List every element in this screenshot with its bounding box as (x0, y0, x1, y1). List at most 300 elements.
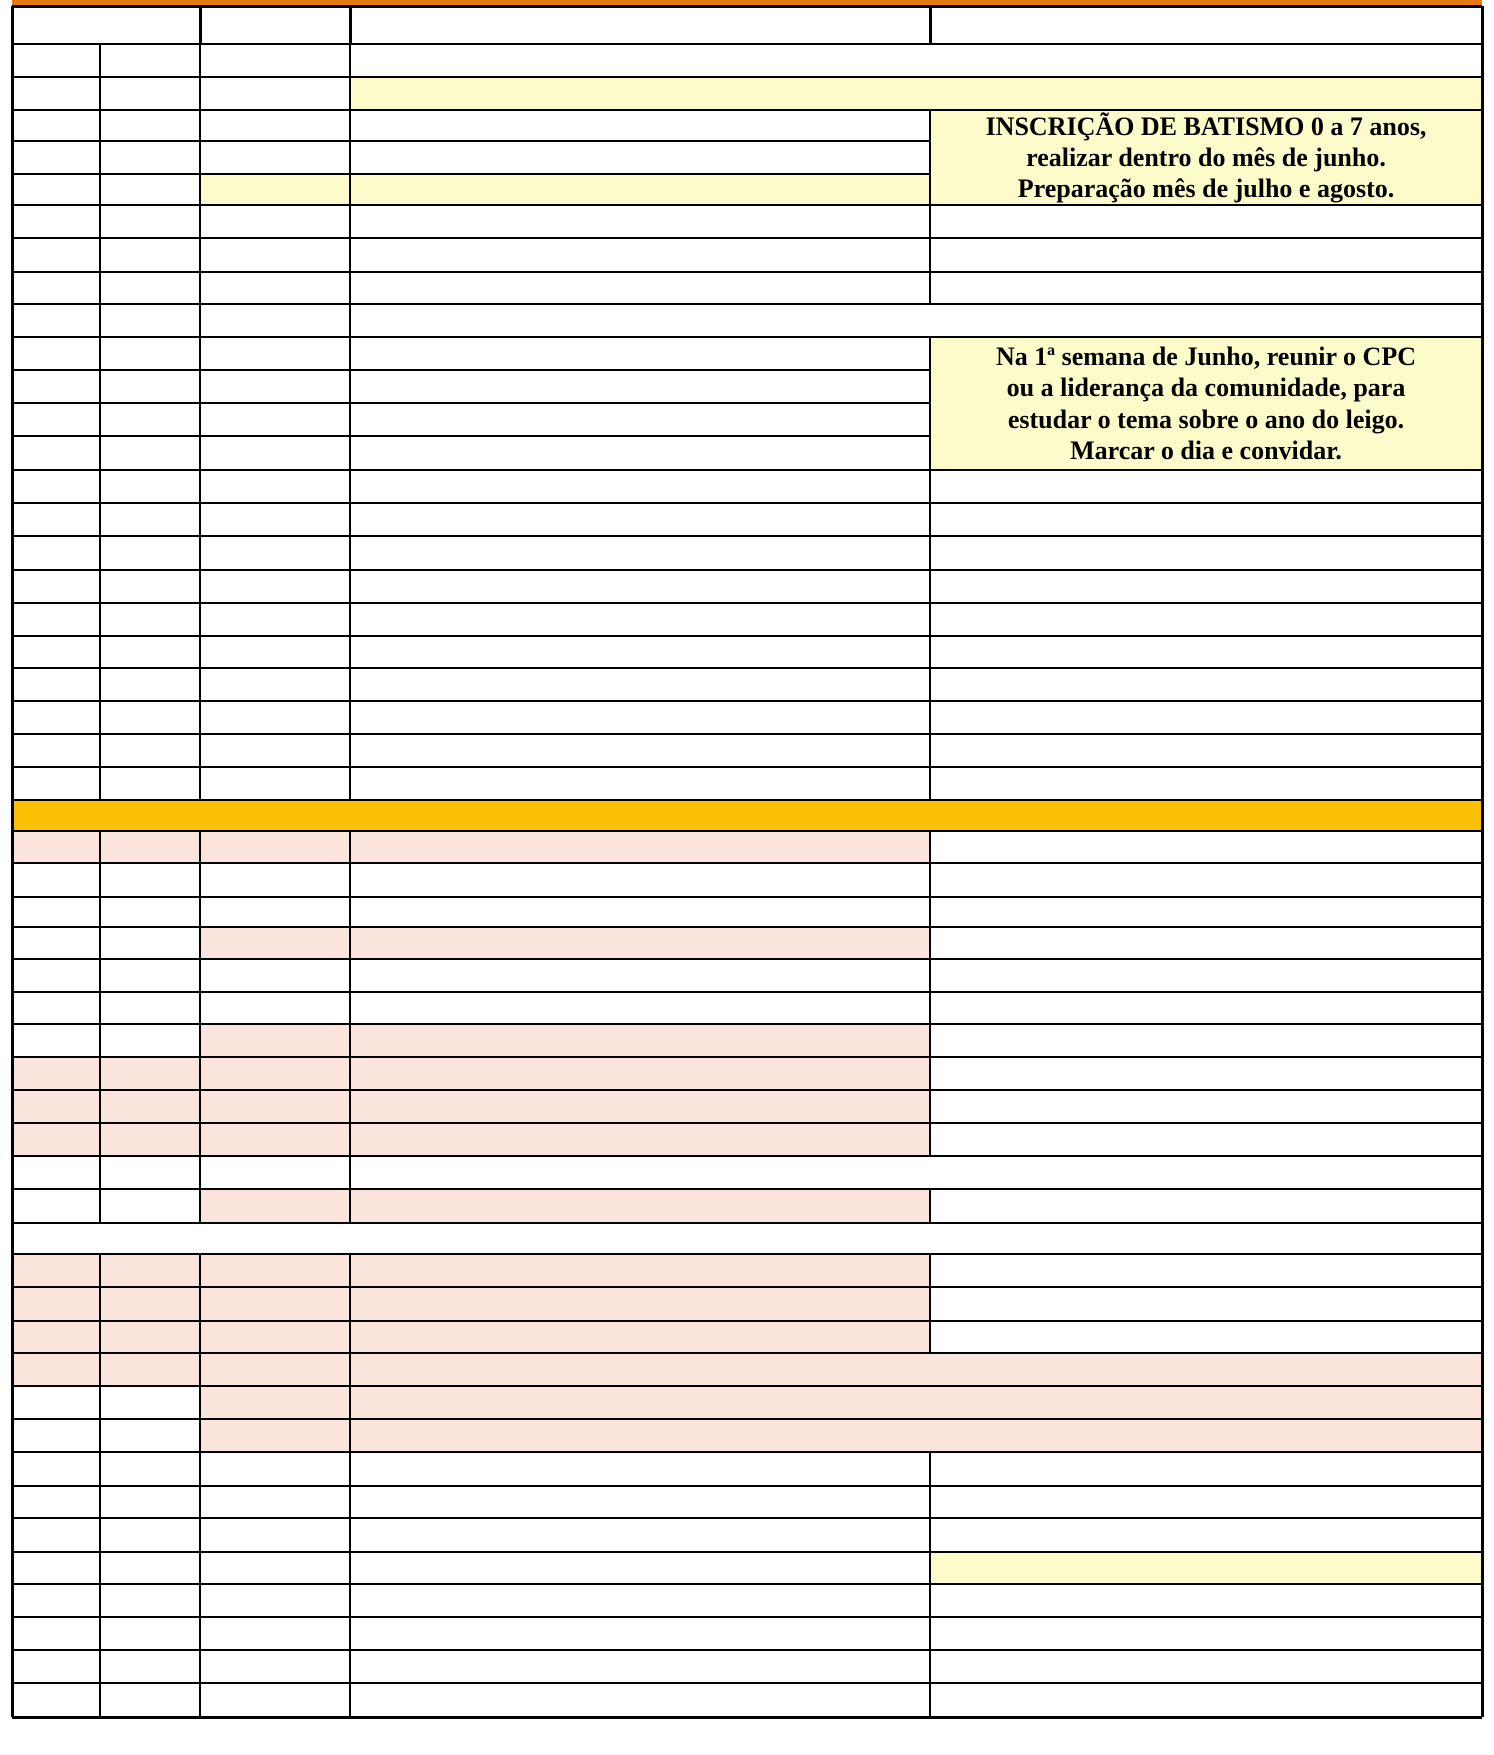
grid-line (349, 1254, 351, 1287)
weekday (100, 304, 200, 337)
grid-line (99, 1123, 101, 1156)
grid-line (349, 1123, 351, 1156)
grid-line (199, 1287, 201, 1321)
note-ecc (930, 1552, 1482, 1584)
grid-line (99, 831, 101, 863)
grid-line (12, 336, 1482, 338)
grid-line (929, 536, 931, 570)
grid-line (199, 992, 201, 1024)
grid-line (12, 733, 1482, 735)
day-number (12, 1156, 100, 1189)
grid-line (929, 436, 931, 470)
grid-line (929, 1518, 931, 1552)
grid-line (199, 701, 201, 734)
community-entry (350, 734, 930, 767)
grid-line (199, 403, 201, 436)
grid-line (929, 1617, 931, 1650)
weekday (100, 1518, 200, 1552)
grid-line (349, 1057, 351, 1090)
time (200, 897, 350, 927)
grid-line (99, 1090, 101, 1123)
grid-line (99, 1486, 101, 1518)
day-number (12, 1518, 100, 1552)
grid-line (349, 1486, 351, 1518)
community-entry (350, 1552, 930, 1584)
day-number (12, 1090, 100, 1123)
grid-line (12, 1056, 1482, 1058)
community-entry (350, 668, 930, 701)
grid-line (929, 668, 931, 701)
grid-line (99, 767, 101, 800)
community-entry (350, 701, 930, 734)
community-entry (350, 503, 930, 536)
time (200, 205, 350, 238)
grid-line (12, 1089, 1482, 1091)
grid-line (99, 272, 101, 304)
note-bh-date (930, 1452, 1482, 1486)
day-number (12, 77, 100, 110)
grid-line (349, 1353, 351, 1386)
note-bh-text (930, 1486, 1482, 1518)
grid-line (929, 1683, 931, 1717)
grid-line (12, 469, 1482, 471)
grid-line (99, 734, 101, 767)
note-line: realizar dentro do mês de junho. (1026, 142, 1386, 172)
grid-line (349, 959, 351, 992)
grid-line (12, 1023, 1482, 1025)
day-number (12, 734, 100, 767)
grid-line (349, 1617, 351, 1650)
weekday (100, 44, 200, 77)
time (200, 959, 350, 992)
grid-line (99, 110, 101, 141)
grid-line (929, 863, 931, 897)
grid-line (929, 831, 931, 863)
time (200, 603, 350, 636)
grid-line (12, 635, 1482, 637)
grid-line (12, 1616, 1482, 1618)
community-entry (350, 863, 930, 897)
time (200, 503, 350, 536)
time (200, 1254, 350, 1287)
note-line: Na 1ª semana de Junho, reunir o CPC (996, 342, 1416, 372)
time (200, 668, 350, 701)
grid-line (12, 5, 1482, 8)
note-line: ou a liderança da comunidade, para (1006, 373, 1406, 403)
community-entry (350, 1024, 930, 1057)
grid-line (199, 570, 201, 603)
grid-line (199, 1386, 201, 1419)
grid-line (199, 205, 201, 238)
grid-line (12, 369, 930, 371)
day-number (12, 44, 100, 77)
grid-line (199, 370, 201, 403)
grid-line (349, 44, 351, 77)
grid-line (349, 863, 351, 897)
grid-line (12, 204, 1482, 206)
grid-line (929, 1287, 931, 1321)
grid-line (349, 205, 351, 238)
grid-line (99, 1287, 101, 1321)
grid-line (199, 1353, 201, 1386)
note-line: Marcar o dia e convidar. (1070, 435, 1342, 465)
grid-line (349, 1452, 351, 1486)
grid-line (12, 1286, 1482, 1288)
weekday (100, 668, 200, 701)
community-entry (350, 272, 930, 304)
grid-line (349, 536, 351, 570)
grid-line (12, 535, 1482, 537)
header-hora (200, 6, 350, 44)
time (200, 1090, 350, 1123)
weekday (100, 1090, 200, 1123)
time (200, 1057, 350, 1090)
community-entry (350, 636, 930, 668)
grid-line (349, 927, 351, 959)
community-entry (200, 174, 930, 205)
weekday (100, 1353, 200, 1386)
grid-line (99, 238, 101, 272)
community-entry (350, 603, 930, 636)
grid-line (199, 1090, 201, 1123)
grid-line (349, 570, 351, 603)
time (200, 238, 350, 272)
time (200, 1287, 350, 1321)
community-entry (350, 1287, 930, 1321)
day-number (12, 863, 100, 897)
day-number (12, 1123, 100, 1156)
grid-line (12, 602, 1482, 604)
grid-line (12, 109, 1482, 111)
grid-line (929, 370, 931, 403)
weekday (100, 141, 200, 174)
community-entry (350, 570, 930, 603)
community-entry (350, 536, 930, 570)
grid-line (12, 1155, 1482, 1157)
community-entry (350, 1518, 930, 1552)
community-entry (350, 1419, 1482, 1452)
time (200, 1518, 350, 1552)
community-entry (12, 800, 930, 831)
grid-line (929, 238, 931, 272)
day-number (12, 1057, 100, 1090)
grid-line (12, 799, 1482, 801)
grid-line (349, 1287, 351, 1321)
grid-line (349, 1321, 351, 1353)
day-number (12, 668, 100, 701)
grid-line (199, 110, 201, 141)
time (200, 337, 350, 370)
time (200, 992, 350, 1024)
grid-line (929, 141, 931, 174)
time (200, 863, 350, 897)
grid-line (12, 569, 1482, 571)
grid-line (99, 370, 101, 403)
community-entry (350, 470, 930, 503)
grid-line (349, 1386, 351, 1419)
time (200, 1189, 350, 1223)
grid-line (99, 1452, 101, 1486)
grid-line (929, 503, 931, 536)
time (200, 1617, 350, 1650)
grid-line (349, 1189, 351, 1223)
community-entry (350, 44, 1482, 77)
day-number (12, 1584, 100, 1617)
grid-line (12, 1253, 1482, 1255)
grid-line (349, 470, 351, 503)
grid-line (199, 1584, 201, 1617)
weekday (100, 701, 200, 734)
grid-line (929, 1552, 931, 1584)
grid-line (12, 1451, 1482, 1453)
weekday (100, 959, 200, 992)
grid-line (12, 76, 1482, 78)
grid-line (199, 436, 201, 470)
grid-line (12, 667, 1482, 669)
grid-line (349, 831, 351, 863)
grid-line (12, 1485, 1482, 1487)
weekday (100, 536, 200, 570)
grid-line (929, 1650, 931, 1683)
grid-line (349, 1683, 351, 1717)
grid-line (929, 1321, 931, 1353)
grid-line (929, 1254, 931, 1287)
grid-line (199, 503, 201, 536)
grid-line (99, 992, 101, 1024)
grid-line (199, 174, 201, 205)
grid-line (199, 337, 201, 370)
grid-line (12, 862, 1482, 864)
grid-line (99, 174, 101, 205)
weekday (100, 1584, 200, 1617)
grid-line (99, 337, 101, 370)
time (200, 304, 350, 337)
grid-line (349, 174, 351, 205)
grid-line (12, 700, 1482, 702)
grid-line (99, 436, 101, 470)
grid-line (349, 370, 351, 403)
time (200, 403, 350, 436)
day-number (12, 536, 100, 570)
grid-line (199, 6, 202, 44)
grid-line (349, 110, 351, 141)
community-entry (350, 1650, 930, 1683)
grid-line (929, 470, 931, 503)
grid-line (929, 1057, 931, 1090)
community-entry (350, 897, 930, 927)
grid-line (199, 77, 201, 110)
grid-line (199, 1321, 201, 1353)
grid-line (99, 1584, 101, 1617)
grid-line (349, 1156, 351, 1189)
grid-line (929, 959, 931, 992)
grid-line (349, 734, 351, 767)
grid-line (99, 1353, 101, 1386)
note-cpc (930, 337, 1482, 470)
grid-line (929, 110, 931, 141)
grid-line (199, 141, 201, 174)
grid-line (99, 536, 101, 570)
community-entry (350, 1057, 930, 1090)
grid-line (929, 927, 931, 959)
grid-line (349, 701, 351, 734)
grid-line (99, 205, 101, 238)
grid-line (99, 1683, 101, 1717)
community-entry (350, 1683, 930, 1717)
community-entry (350, 767, 930, 800)
grid-line (349, 337, 351, 370)
time (200, 1353, 350, 1386)
time (200, 44, 350, 77)
grid-line (99, 927, 101, 959)
grid-line (199, 1024, 201, 1057)
weekday (100, 1552, 200, 1584)
grid-line (349, 1518, 351, 1552)
grid-line (12, 926, 1482, 928)
community-entry (350, 927, 930, 959)
note-batismo (930, 110, 1482, 205)
day-number (12, 370, 100, 403)
weekday (100, 734, 200, 767)
grid-line (349, 436, 351, 470)
weekday (100, 470, 200, 503)
community-entry (12, 1223, 930, 1254)
community-entry (350, 238, 930, 272)
time (200, 77, 350, 110)
day-number (12, 701, 100, 734)
community-entry (350, 831, 930, 863)
grid-line (99, 701, 101, 734)
grid-line (99, 403, 101, 436)
grid-line (199, 1254, 201, 1287)
grid-line (99, 863, 101, 897)
grid-line (12, 435, 930, 437)
grid-line (199, 668, 201, 701)
community-entry (350, 1353, 1482, 1386)
grid-line (99, 1552, 101, 1584)
grid-line (929, 636, 931, 668)
time (200, 436, 350, 470)
grid-line (12, 502, 1482, 504)
grid-line (12, 1583, 1482, 1585)
time (200, 1552, 350, 1584)
day-number (12, 1254, 100, 1287)
grid-line (199, 603, 201, 636)
time (200, 1650, 350, 1683)
grid-line (349, 403, 351, 436)
grid-line (349, 272, 351, 304)
community-entry (350, 436, 930, 470)
grid-line (929, 1584, 931, 1617)
grid-line (99, 636, 101, 668)
grid-line (99, 1057, 101, 1090)
grid-line (199, 1057, 201, 1090)
grid-line (99, 570, 101, 603)
grid-line (199, 927, 201, 959)
community-entry (350, 1156, 1482, 1189)
grid-line (99, 1386, 101, 1419)
community-entry (350, 77, 1482, 110)
community-entry (350, 1584, 930, 1617)
weekday (100, 370, 200, 403)
grid-line (99, 503, 101, 536)
grid-line (99, 44, 101, 77)
grid-line (12, 991, 1482, 993)
day-number (12, 1353, 100, 1386)
time (200, 1123, 350, 1156)
grid-line (99, 1189, 101, 1223)
grid-line (99, 77, 101, 110)
grid-line (199, 1552, 201, 1584)
grid-line (12, 140, 930, 142)
weekday (100, 1156, 200, 1189)
time (200, 927, 350, 959)
grid-line (199, 1123, 201, 1156)
grid-line (99, 1650, 101, 1683)
time (200, 831, 350, 863)
day-number (12, 1287, 100, 1321)
grid-line (99, 304, 101, 337)
grid-line (99, 1024, 101, 1057)
grid-line (929, 1024, 931, 1057)
grid-line (349, 238, 351, 272)
note-line: INSCRIÇÃO DE BATISMO 0 a 7 anos, (985, 111, 1427, 141)
grid-line (349, 897, 351, 927)
grid-line (349, 603, 351, 636)
grid-line (1481, 6, 1484, 1717)
time (200, 1024, 350, 1057)
grid-line (929, 403, 931, 436)
grid-line (99, 1518, 101, 1552)
grid-line (12, 1122, 1482, 1124)
grid-line (929, 701, 931, 734)
time (200, 1584, 350, 1617)
time (200, 470, 350, 503)
grid-line (199, 44, 201, 77)
grid-line (349, 767, 351, 800)
grid-line (199, 1452, 201, 1486)
grid-line (12, 1418, 1482, 1420)
header-comunidade (350, 6, 930, 44)
time (200, 141, 350, 174)
grid-line (929, 1486, 931, 1518)
community-entry (350, 403, 930, 436)
grid-line (199, 636, 201, 668)
grid-line (349, 1650, 351, 1683)
grid-line (199, 1189, 201, 1223)
grid-line (349, 503, 351, 536)
grid-line (12, 958, 1482, 960)
grid-line (12, 1649, 1482, 1651)
time (200, 636, 350, 668)
grid-line (99, 959, 101, 992)
day-number (12, 959, 100, 992)
grid-line (99, 1254, 101, 1287)
grid-line (199, 767, 201, 800)
grid-line (99, 1321, 101, 1353)
grid-line (99, 1617, 101, 1650)
grid-line (99, 603, 101, 636)
community-entry (350, 1123, 930, 1156)
time (200, 1156, 350, 1189)
weekday (100, 1287, 200, 1321)
community-entry (350, 992, 930, 1024)
weekday (100, 831, 200, 863)
grid-line (12, 766, 1482, 768)
community-entry (350, 304, 1482, 337)
community-entry (350, 141, 930, 174)
grid-line (12, 1716, 1482, 1719)
